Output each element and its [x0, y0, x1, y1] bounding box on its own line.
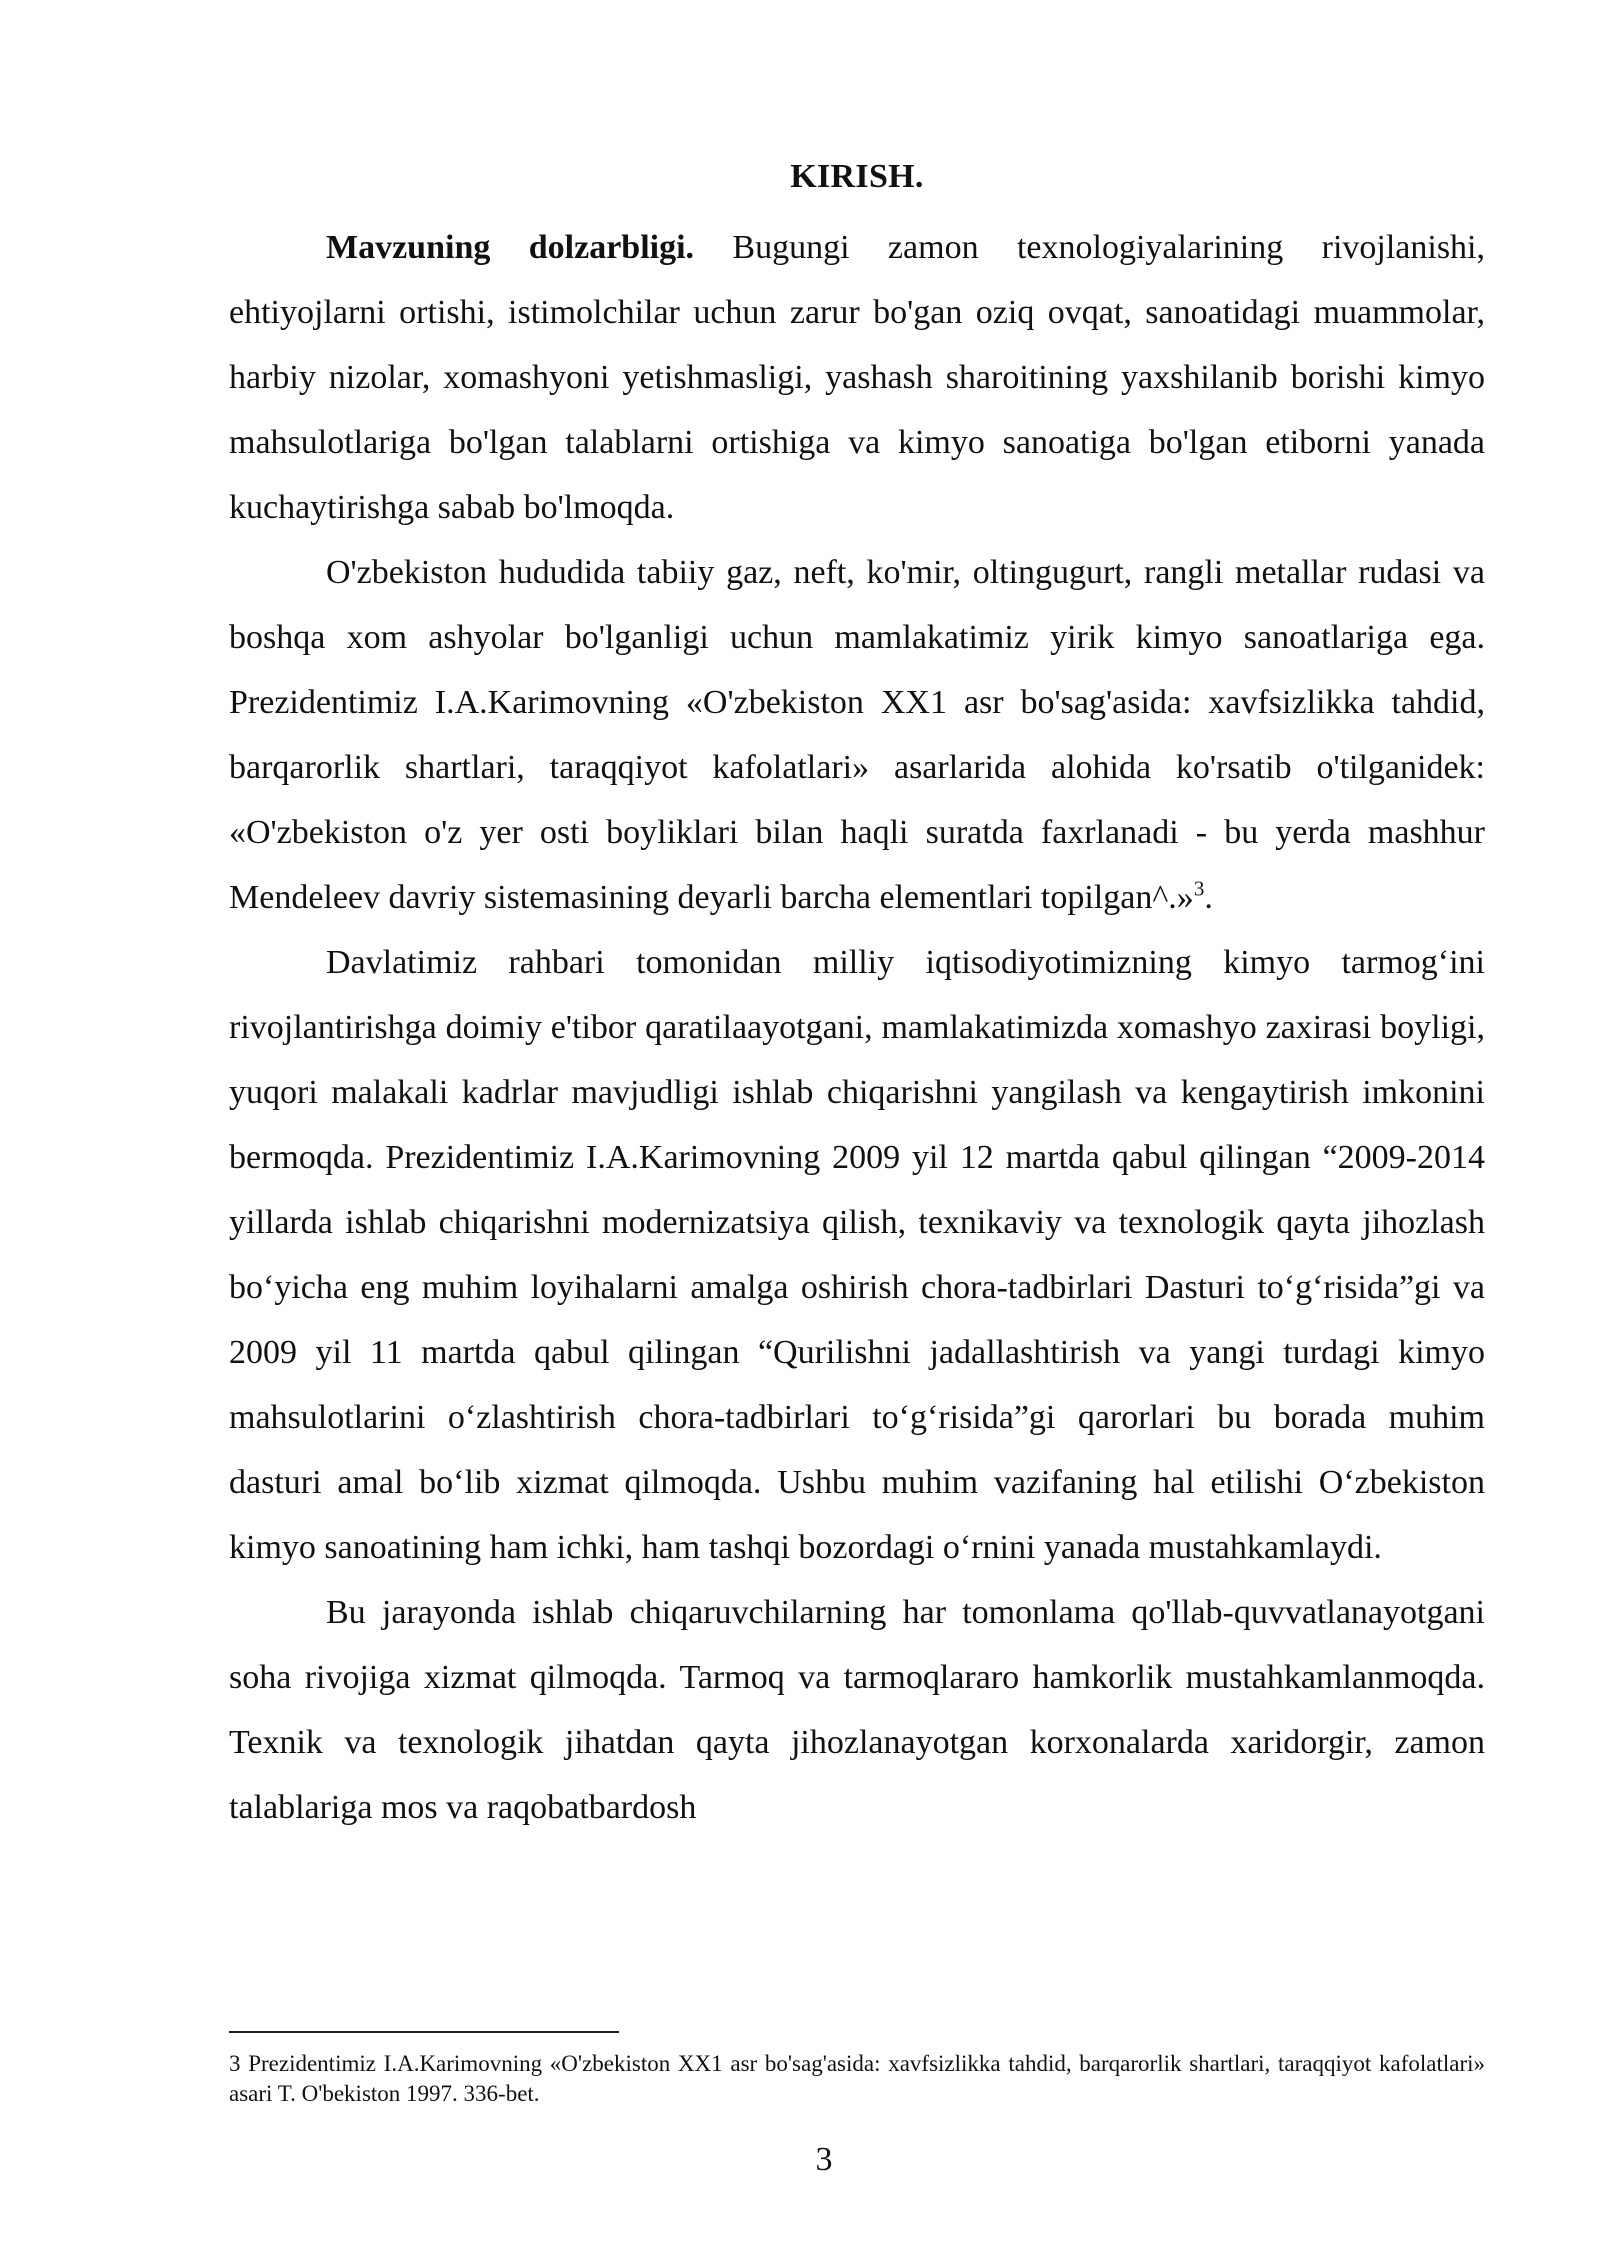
paragraph-state-policy: [229, 930, 1485, 1580]
paragraph-text: Bugungi zamon texnologiyalarining rivojlanishi, ehtiyojlarni ortishi, istimolchilar uchun zarur bo'gan oziq ovqat, sanoatidagi muammolar, harbiy nizolar, xomashyoni yetishmasligi, yashash sharoitining yaxshilanib borishi kimyo mahsulotlariga bo'lgan talablarni ortishiga va kimyo sanoatiga bo'lgan etiborni yanada kuchaytirishga sabab bo'lmoqda.: [229, 229, 1485, 526]
paragraph-tail: .: [1204, 879, 1213, 916]
paragraph-text: Bu jarayonda ishlab chiqaruvchilarning har tomonlama qo'llab-quvvatlanayotgani soha rivojiga xizmat qilmoqda. Tarmoq va tarmoqlararo hamkorlik mustahkamlanmoqda. Texnik va texnologik jihatdan qayta jihozlanayotgan korxonalarda xaridorgir, zamon talablariga mos va raqobatbardosh: [229, 1594, 1485, 1826]
paragraph-lead: Mavzuning dolzarbligi.: [326, 229, 695, 266]
paragraph-text: O'zbekiston hududida tabiiy gaz, neft, ko'mir, oltingugurt, rangli metallar rudasi va boshqa xom ashyolar bo'lganligi uchun mamlakatimiz yirik kimyo sanoatlariga ega. Prezidentimiz I.A.Karimovning «O'zbekiston XX1 asr bo'sag'asida: xavfsizlikka tahdid, barqarorlik shartlari, taraqqiyot kafolatlari» asarlarida alohida ko'rsatib o'tilganidek: «O'zbekiston o'z yer osti boyliklari bilan haqli suratda faxrlanadi - bu yerda mashhur Mendeleev davriy sistemasining deyarli barcha elementlari topilgan^.»: [229, 554, 1485, 916]
footnote: 3 Prezidentimiz I.A.Karimovning «O'zbekiston XX1 asr bo'sag'asida: xavfsizlikka tahdid, barqarorlik shartlari, taraqqiyot kafolatlari» asari T. O'bekiston 1997. 336-bet.: [229, 2051, 1485, 2106]
section-heading: KIRISH.: [790, 158, 924, 195]
footnote-separator: [229, 2031, 619, 2033]
paragraph-relevance: [229, 215, 1485, 540]
paragraph-text: Davlatimiz rahbari tomonidan milliy iqtisodiyotimizning kimyo tarmog‘ini rivojlantirishga doimiy e'tibor qaratilaayotgani, mamlakatimizda xomashyo zaxirasi boyligi, yuqori malakali kadrlar mavjudligi ishlab chiqarishni yangilash va kengaytirish imkonini bermoqda. Prezidentimiz I.A.Karimovning 2009 yil 12 martda qabul qilingan “2009-2014 yillarda ishlab chiqarishni modernizatsiya qilish, texnikaviy va texnologik qayta jihozlash bo‘yicha eng muhim loyihalarni amalga oshirish chora-tadbirlari Dasturi to‘g‘risida”gi va 2009 yil 11 martda qabul qilingan “Qurilishni jadallashtirish va yangi turdagi kimyo mahsulotlarini o‘zlashtirish chora-tadbirlari to‘g‘risida”gi qarorlari bu borada muhim dasturi amal bo‘lib xizmat qilmoqda. Ushbu muhim vazifaning hal etilishi O‘zbekiston kimyo sanoatining ham ichki, ham tashqi bozordagi o‘rnini yanada mustahkamlaydi.: [229, 944, 1485, 1566]
document-body: [229, 150, 1485, 1840]
paragraph-resources: [229, 540, 1485, 930]
page-number: 3: [815, 2141, 833, 2178]
footnote-reference: 3: [1193, 876, 1205, 901]
paragraph-producers: [229, 1580, 1485, 1840]
